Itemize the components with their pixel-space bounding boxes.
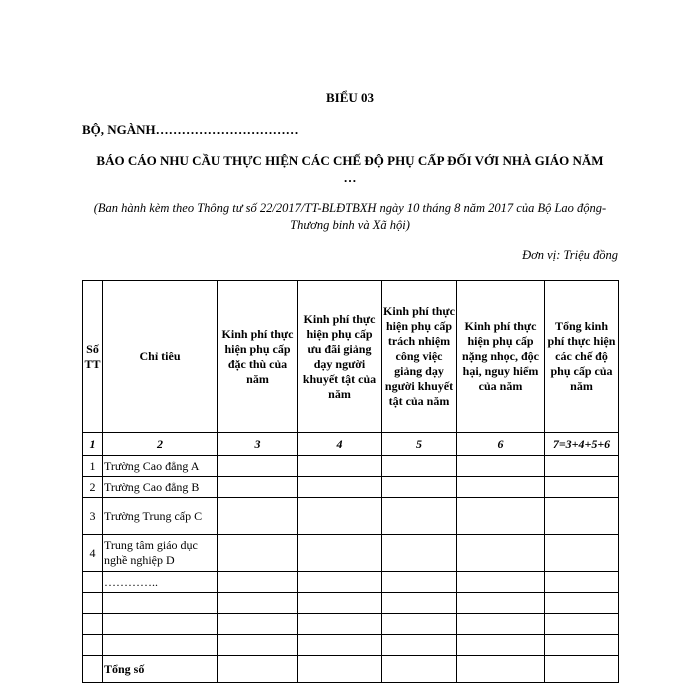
header-total-allowance: Tổng kinh phí thực hiện các chế độ phụ cấp của năm	[545, 281, 619, 433]
table-cell	[545, 498, 619, 535]
table-cell	[298, 498, 382, 535]
table-cell	[457, 535, 545, 572]
table-cell	[382, 635, 457, 656]
table-cell	[218, 614, 298, 635]
table-row	[83, 477, 619, 498]
form-code: BIỂU 03	[325, 90, 375, 105]
table-cell	[218, 498, 298, 535]
table-cell	[545, 535, 619, 572]
table-cell	[457, 593, 545, 614]
row-stt	[83, 593, 103, 614]
table-cell	[298, 614, 382, 635]
row-stt	[83, 614, 103, 635]
table-cell	[457, 477, 545, 498]
table-cell	[545, 635, 619, 656]
table-row	[83, 572, 619, 593]
report-table	[82, 280, 619, 683]
table-cell	[457, 456, 545, 477]
table-cell	[298, 535, 382, 572]
header-preferential-allowance: Kinh phí thực hiện phụ cấp ưu đãi giảng dạy người khuyết tật của năm	[298, 281, 382, 433]
table-cell	[218, 477, 298, 498]
table-row	[83, 593, 619, 614]
table-cell	[218, 593, 298, 614]
column-number: 4	[298, 433, 382, 456]
report-subtitle: (Ban hành kèm theo Thông tư số 22/2017/TT-BLĐTBXH ngày 10 tháng 8 năm 2017 của Bộ Lao động- Thương binh và Xã hội)	[93, 201, 607, 232]
report-title: BÁO CÁO NHU CẦU THỰC HIỆN CÁC CHẾ ĐỘ PHỤ CẤP ĐỐI VỚI NHÀ GIÁO NĂM …	[96, 153, 604, 185]
table-cell	[457, 635, 545, 656]
column-number: 3	[218, 433, 298, 456]
table-row	[83, 535, 619, 572]
table-cell	[545, 656, 619, 683]
row-name: Trường Cao đẳng A	[103, 456, 218, 477]
table-cell	[545, 456, 619, 477]
header-special-allowance: Kinh phí thực hiện phụ cấp đặc thù của năm	[218, 281, 298, 433]
table-cell	[83, 656, 103, 683]
table-cell	[218, 456, 298, 477]
table-cell	[457, 614, 545, 635]
table-cell	[298, 572, 382, 593]
table-cell	[545, 593, 619, 614]
table-row	[83, 614, 619, 635]
row-name	[103, 593, 218, 614]
table-cell	[382, 572, 457, 593]
column-number-row	[83, 433, 619, 456]
row-stt: 2	[83, 477, 103, 498]
header-responsibility-allowance: Kinh phí thực hiện phụ cấp trách nhiệm công việc giảng dạy người khuyết tật của năm	[382, 281, 457, 433]
row-name	[103, 635, 218, 656]
table-cell	[545, 614, 619, 635]
table-cell	[218, 535, 298, 572]
table-row	[83, 498, 619, 535]
total-label: Tổng số	[103, 656, 218, 683]
table-cell	[545, 572, 619, 593]
row-stt: 1	[83, 456, 103, 477]
table-cell	[298, 593, 382, 614]
row-name: Trung tâm giáo dục nghề nghiệp D	[103, 535, 218, 572]
unit-label: Đơn vị: Triệu đồng	[522, 248, 618, 262]
table-cell	[298, 635, 382, 656]
header-hazard-allowance: Kinh phí thực hiện phụ cấp nặng nhọc, độc hại, nguy hiểm của năm	[457, 281, 545, 433]
table-cell	[545, 477, 619, 498]
table-cell	[298, 477, 382, 498]
column-number: 1	[83, 433, 103, 456]
table-cell	[218, 635, 298, 656]
table-row	[83, 456, 619, 477]
table-cell	[457, 498, 545, 535]
table-cell	[298, 656, 382, 683]
table-cell	[382, 593, 457, 614]
row-name	[103, 614, 218, 635]
row-stt	[83, 572, 103, 593]
header-stt: Số TT	[83, 281, 103, 433]
row-name: …………..	[103, 572, 218, 593]
table-row	[83, 635, 619, 656]
table-cell	[382, 535, 457, 572]
row-name: Trường Cao đẳng B	[103, 477, 218, 498]
table-cell	[457, 656, 545, 683]
table-cell	[382, 477, 457, 498]
table-cell	[457, 572, 545, 593]
table-cell	[382, 656, 457, 683]
row-stt	[83, 635, 103, 656]
table-cell	[218, 572, 298, 593]
column-number: 5	[382, 433, 457, 456]
table-cell	[382, 614, 457, 635]
row-stt: 3	[83, 498, 103, 535]
column-number: 7=3+4+5+6	[545, 433, 619, 456]
row-name: Trường Trung cấp C	[103, 498, 218, 535]
total-row	[83, 656, 619, 683]
table-cell	[382, 498, 457, 535]
table-cell	[382, 456, 457, 477]
column-number: 6	[457, 433, 545, 456]
table-cell	[218, 656, 298, 683]
row-stt: 4	[83, 535, 103, 572]
column-number: 2	[103, 433, 218, 456]
table-cell	[298, 456, 382, 477]
header-indicator: Chỉ tiêu	[103, 281, 218, 433]
ministry-line: BỘ, NGÀNH……………………………	[82, 122, 299, 137]
